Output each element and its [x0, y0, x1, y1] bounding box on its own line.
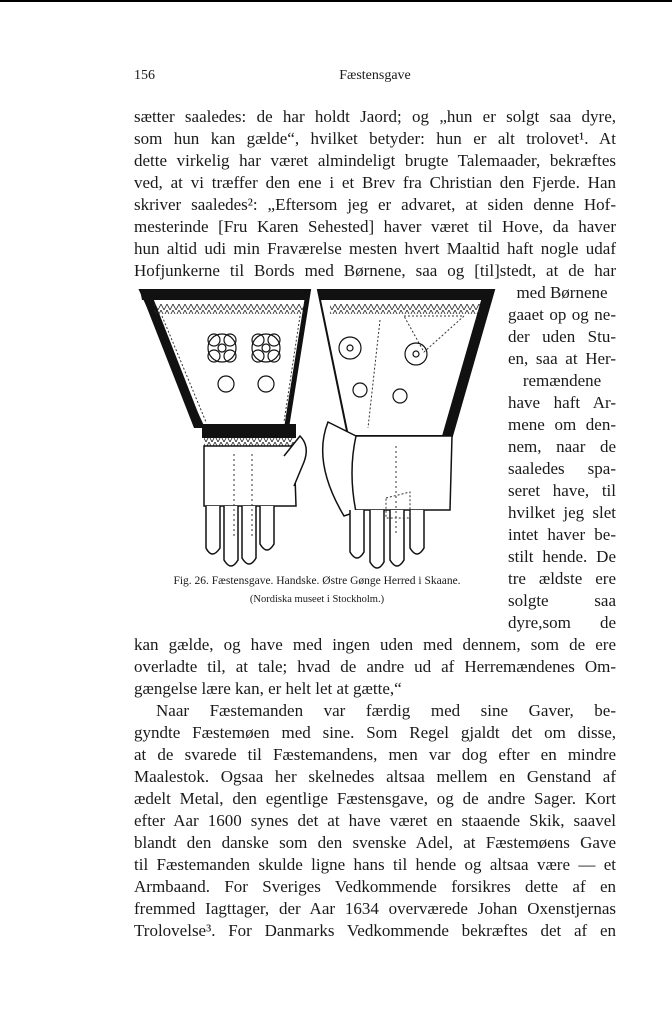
side-line: hvilket jeg slet	[508, 503, 616, 522]
top-border-rule	[0, 0, 672, 2]
body-line: som hun kan gælde“, hvilket betyder: hun er alt trolovet¹. At	[134, 129, 616, 148]
figure-caption: Fig. 26. Fæstensgave. Handske. Østre Gønge Herred i Skaane.	[173, 575, 461, 587]
body-line: Maalestok. Ogsaa her skelnedes altsaa mellem en Genstand af	[134, 767, 616, 786]
body-line: ædelt Metal, den egentlige Fæstensgave, og de andre Sager. Kort	[134, 789, 616, 808]
body-line: skriver saaledes²: „Eftersom jeg er advaret, at siden denne Hof-	[134, 195, 616, 214]
body-line: efter Aar 1600 synes det at have været en staaende Skik, saavel	[134, 811, 616, 830]
body-line: kan gælde, og have med ingen uden med dennem, som de ere	[134, 635, 616, 654]
side-line: med Børnene	[516, 283, 608, 302]
body-line: Naar Fæstemanden var færdig med sine Gaver, be-	[156, 701, 616, 720]
side-line: remændene	[522, 371, 602, 390]
running-title: Fæstensgave	[339, 68, 411, 83]
figure-caption-source: (Nordiska museet i Stockholm.)	[249, 594, 385, 605]
left-glove	[140, 290, 310, 566]
body-line: ved, at vi træffer den ene i et Brev fra Christian den Fjerde. Han	[134, 173, 616, 192]
side-line: nem, naar de	[508, 437, 616, 456]
body-line: Trolovelse³. For Danmarks Vedkommende bekræftes det af en	[134, 921, 616, 940]
side-line: mene om den-	[508, 415, 616, 434]
gloves-illustration	[134, 286, 500, 576]
figure-gloves	[134, 286, 500, 586]
body-line: fremmed Iagttager, der Aar 1634 overværede Johan Oxenstjernas	[134, 899, 616, 918]
body-line: blandt den danske som den svenske Adel, at Fæstemøens Gave	[134, 833, 616, 852]
body-line: Armbaand. For Sveriges Vedkommende forsikres dette af en	[134, 877, 616, 896]
body-line: at de svarede til Fæstemandens, men var dog efter en mindre	[134, 745, 616, 764]
page-number: 156	[134, 68, 155, 83]
side-line: tre ældste ere	[508, 569, 616, 588]
side-line: saaledes spa-	[508, 459, 616, 478]
side-line: gaaet op og ne-	[508, 305, 616, 324]
side-line: have haft Ar-	[508, 393, 616, 412]
side-line: dyre,som de	[508, 613, 616, 632]
body-line: gyndte Fæstemøen med sine. Som Regel gjaldt det om disse,	[134, 723, 616, 742]
side-line: solgte saa	[508, 591, 616, 610]
body-line: dette virkelig har været almindeligt brugte Talemaader, bekræftes	[134, 151, 616, 170]
body-line: hun altid udi min Fraværelse mesten hvert Maaltid haft nogle udaf	[134, 239, 616, 258]
body-line: overladte til, at tale; hvad de andre ud af Herremændenes Om-	[134, 657, 616, 676]
body-line: mesterinde [Fru Karen Sehested] haver været til Hove, da haver	[134, 217, 616, 236]
body-line: til Fæstemanden skulde ligne hans til hende og altsaa være — et	[134, 855, 616, 874]
side-line: seret have, til	[508, 481, 616, 500]
side-line: der uden Stu-	[508, 327, 616, 346]
body-line: gængelse lære kan, er helt let at gætte,“	[134, 679, 402, 698]
body-line: Hofjunkerne til Bords med Børnene, saa og [til]stedt, at de har	[134, 261, 616, 280]
side-line: en, saa at Her-	[508, 349, 616, 368]
body-line: sætter saaledes: de har holdt Jaord; og „hun er solgt saa dyre,	[134, 107, 616, 126]
side-line: stilt hende. De	[508, 547, 616, 566]
right-glove	[318, 290, 494, 568]
side-line: intet haver be-	[508, 525, 616, 544]
page-header	[134, 68, 616, 86]
